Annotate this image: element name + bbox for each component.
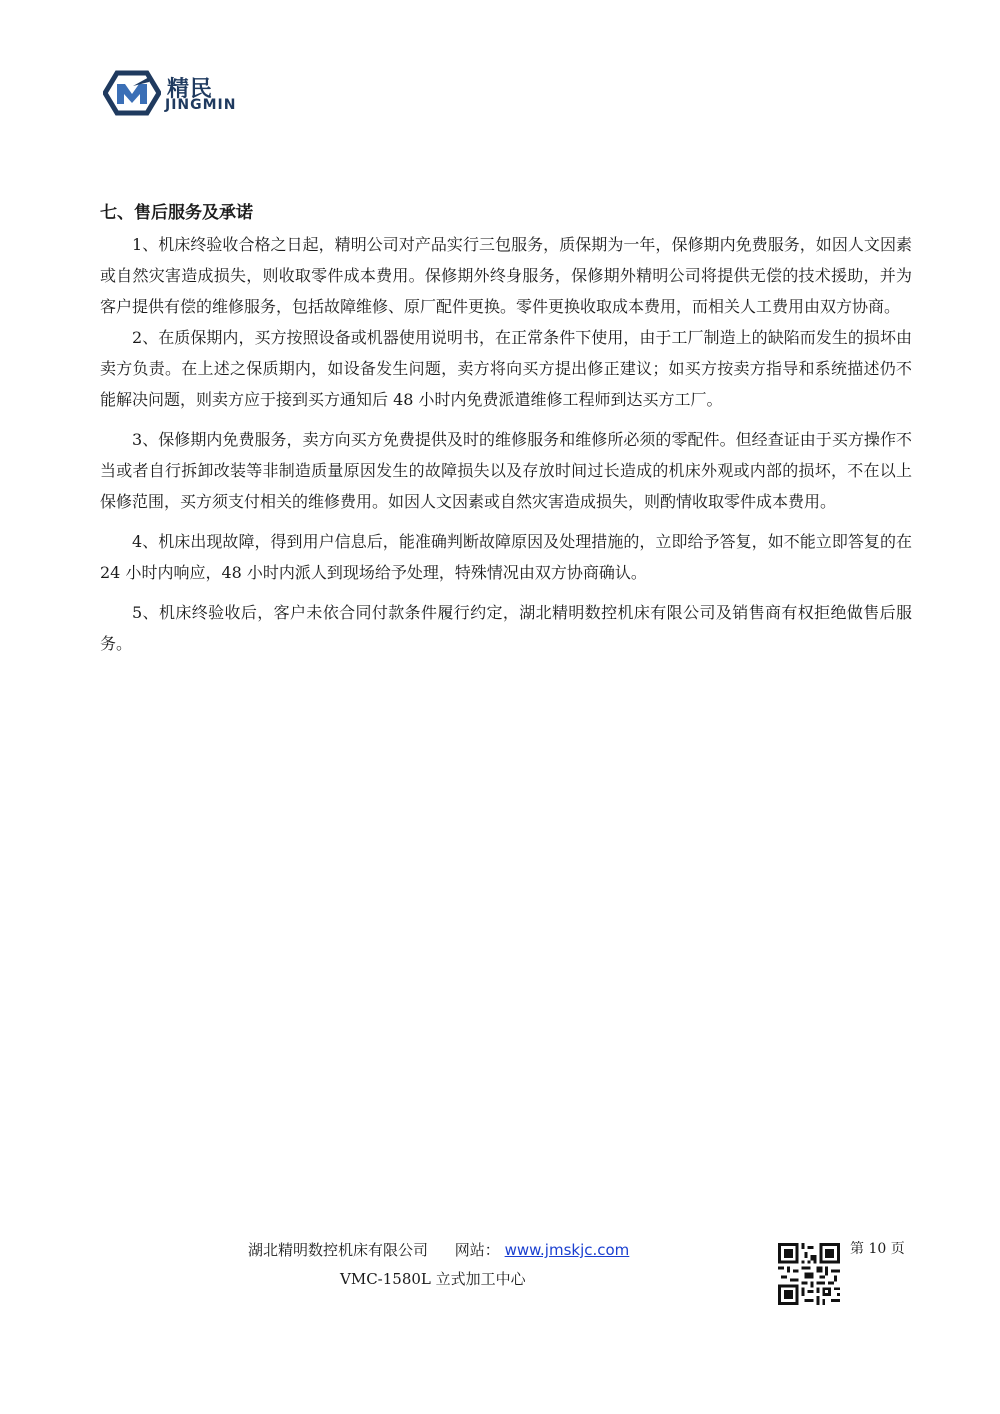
paragraph-3: 3、保修期内免费服务，卖方向买方免费提供及时的维修服务和维修所必须的零配件。但经查证由于买方操作不当或者自行拆卸改装等非制造质量原因发生的故障损失以及存放时间过长造成的机床外观或内部的损坏，不在以上保修范围，买方须支付相关的维修费用。如因人文因素或自然灾害造成损失，则酌情收取零件成本费用。 [100,430,912,511]
paragraph-1: 1、机床终验收合格之日起，精明公司对产品实行三包服务，质保期为一年，保修期内免费服务，如因人文因素或自然灾害造成损失，则收取零件成本费用。保修期外终身服务，保修期外精明公司将提供无偿的技术援助，并为客户提供有偿的维修服务，包括故障维修、原厂配件更换。零件更换收取成本费用，而相关人工费用由双方协商。 [100,235,912,316]
footer-company-line [248,1239,629,1260]
document-body [100,198,912,668]
footer-model: VMC-1580L 立式加工中心 [340,1270,526,1288]
logo-english-text: JINGMIN [165,97,237,113]
paragraph-5: 5、机床终验收后，客户未依合同付款条件履行约定，湖北精明数控机床有限公司及销售商有权拒绝做售后服务。 [100,603,912,653]
page-footer [0,1236,1000,1306]
footer-website-label: 网站： [454,1241,500,1259]
section-title: 七、售后服务及承诺 [100,203,253,223]
logo-mark-icon [103,70,161,116]
company-logo [103,70,273,118]
footer-website-link[interactable]: www.jmskjc.com [504,1241,630,1259]
logo-chinese-text: 精民 [167,77,214,102]
paragraph-2: 2、在质保期内，买方按照设备或机器使用说明书，在正常条件下使用，由于工厂制造上的缺陷而发生的损坏由卖方负责。在上述之保质期内，如设备发生问题，卖方将向买方提出修正建议；如买方按卖方指导和系统描述仍不能解决问题，则卖方应于接到买方通知后 48 小时内免费派遣维修工程师到达买方工厂。 [100,328,912,409]
footer-company: 湖北精明数控机床有限公司 [248,1241,429,1259]
paragraph-4: 4、机床出现故障，得到用户信息后，能准确判断故障原因及处理措施的，立即给予答复，如不能立即答复的在 24 小时内响应，48 小时内派人到现场给予处理，特殊情况由双方协商确认。 [100,532,912,582]
qr-code-icon[interactable] [778,1243,840,1305]
page-number: 第 10 页 [850,1241,905,1257]
